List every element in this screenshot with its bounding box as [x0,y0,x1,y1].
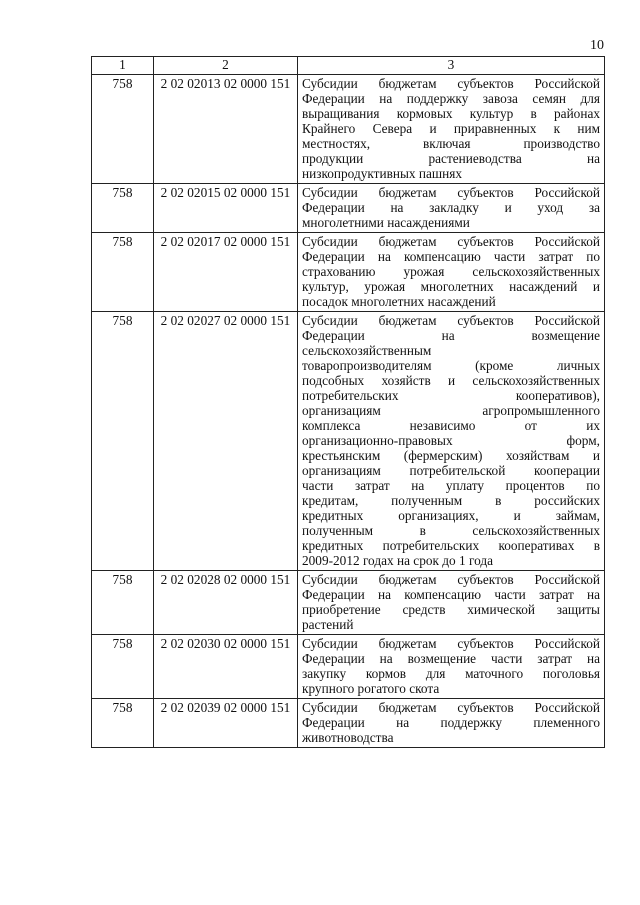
description-line: Субсидии бюджетам субъектов Российской [302,572,600,587]
admin-code-cell: 758 [92,699,154,748]
admin-code-cell: 758 [92,312,154,571]
table-body [92,75,605,748]
description-line: культур, урожая многолетних насаждений и [302,279,600,294]
description-line: низкопродуктивных пашнях [302,166,463,181]
header-col-2: 2 [154,57,298,75]
header-col-3: 3 [298,57,605,75]
description-line: Федерации на закладку и уход за [302,200,600,215]
description-line: закупку кормов для маточного поголовья [302,666,600,681]
description-line: части затрат на уплату процентов по [302,478,600,493]
revenue-code-cell: 2 02 02028 02 0000 151 [154,571,298,635]
revenue-code-cell: 2 02 02030 02 0000 151 [154,635,298,699]
description-line: подсобных хозяйств и сельскохозяйственных [302,373,600,388]
description-line: многолетними насаждениями [302,215,470,230]
description-line: кредитных организациях, и займам, [302,508,600,523]
page-number: 10 [590,38,604,53]
description-cell [298,635,605,699]
table-row [92,699,605,748]
description-cell [298,312,605,571]
description-line: кредитам, полученным в российских [302,493,600,508]
description-line: приобретение средств химической защиты [302,602,600,617]
description-line: местностях, включая производство [302,136,600,151]
description-line: потребительских кооперативов), [302,388,600,403]
description-line: Субсидии бюджетам субъектов Российской [302,700,600,715]
revenue-code-cell: 2 02 02013 02 0000 151 [154,75,298,184]
description-cell [298,75,605,184]
description-line: Федерации на возмещение [302,328,600,343]
header-col-1: 1 [92,57,154,75]
table-row [92,571,605,635]
description-line: Федерации на поддержку завоза семян для [302,91,600,106]
table-row [92,233,605,312]
description-line: растений [302,617,354,632]
table-row [92,75,605,184]
revenue-code-cell: 2 02 02015 02 0000 151 [154,184,298,233]
description-line: животноводства [302,730,394,745]
description-line: Федерации на возмещение части затрат на [302,651,600,666]
revenue-code-cell: 2 02 02027 02 0000 151 [154,312,298,571]
description-line: крестьянским (фермерским) хозяйствам и [302,448,600,463]
table-header-row [92,57,605,75]
description-cell [298,571,605,635]
revenue-code-cell: 2 02 02017 02 0000 151 [154,233,298,312]
description-line: крупного рогатого скота [302,681,440,696]
description-line: Субсидии бюджетам субъектов Российской [302,76,600,91]
description-line: выращивания кормовых культур в районах [302,106,600,121]
table-row [92,635,605,699]
description-line: Субсидии бюджетам субъектов Российской [302,185,600,200]
description-line: продукции растениеводства на [302,151,600,166]
budget-classification-table [91,56,605,748]
description-line: Федерации на компенсацию части затрат по [302,249,600,264]
admin-code-cell: 758 [92,233,154,312]
description-line: Субсидии бюджетам субъектов Российской [302,636,600,651]
admin-code-cell: 758 [92,184,154,233]
description-line: Федерации на поддержку племенного [302,715,600,730]
description-line: Федерации на компенсацию части затрат на [302,587,600,602]
admin-code-cell: 758 [92,635,154,699]
description-line: полученным в сельскохозяйственных [302,523,600,538]
description-line: 2009-2012 годах на срок до 1 года [302,553,494,568]
description-cell [298,699,605,748]
description-line: страхованию урожая сельскохозяйственных [302,264,600,279]
description-line: товаропроизводителям (кроме личных [302,358,600,373]
revenue-code-cell: 2 02 02039 02 0000 151 [154,699,298,748]
description-line: посадок многолетних насаждений [302,294,496,309]
table-row [92,184,605,233]
description-line: организациям агропромышленного [302,403,600,418]
description-line: Субсидии бюджетам субъектов Российской [302,313,600,328]
description-line: сельскохозяйственным [302,343,432,358]
table-row [92,312,605,571]
description-cell [298,184,605,233]
description-cell [298,233,605,312]
description-line: кредитных потребительских кооперативах в [302,538,600,553]
description-line: организационно-правовых форм, [302,433,600,448]
admin-code-cell: 758 [92,75,154,184]
description-line: Субсидии бюджетам субъектов Российской [302,234,600,249]
description-line: комплекса независимо от их [302,418,600,433]
description-line: Крайнего Севера и приравненных к ним [302,121,600,136]
admin-code-cell: 758 [92,571,154,635]
description-line: организациям потребительской кооперации [302,463,600,478]
